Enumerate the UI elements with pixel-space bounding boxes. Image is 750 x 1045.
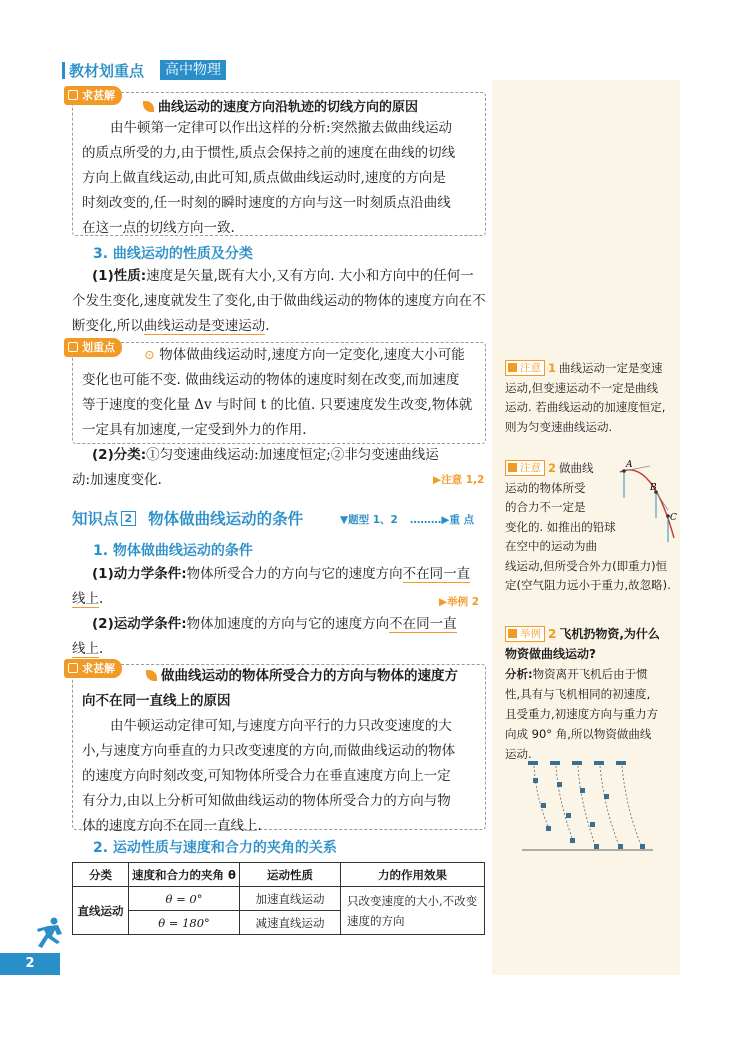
label: (1)动力学条件:	[92, 566, 187, 582]
note-reference[interactable]: ▶注意 1,2	[433, 474, 485, 486]
table-cell-nature: 加速直线运动	[240, 887, 341, 911]
text-line: 的质点所受的力,由于惯性,质点会保持之前的速度在曲线的切线	[82, 145, 456, 161]
velocity-arrow	[656, 492, 668, 510]
text-line: 体的速度方向不在同一直线上.	[82, 818, 262, 834]
answer-line: 物资离开飞机后由于惯	[532, 667, 648, 681]
target-icon: ⊙	[144, 348, 155, 363]
sub-heading-1: 1. 物体做曲线运动的条件	[93, 543, 253, 559]
text: .	[99, 641, 104, 657]
table-cell-nature: 减速直线运动	[240, 911, 341, 935]
question-line: 飞机扔物资,为什么	[559, 627, 660, 641]
page-number: 2	[0, 953, 60, 975]
classification-paragraph	[72, 443, 487, 493]
underlined-text: 不在同一直	[402, 566, 471, 582]
plane-icon	[594, 761, 604, 765]
text-line: 由牛顿第一定律可以作出这样的分析:突然撤去做曲线运动	[110, 120, 453, 136]
text-line: 小,与速度方向垂直的力只改变速度的方向,而做曲线运动的物体	[82, 743, 456, 759]
explain-title-text: 曲线运动的速度方向沿轨迹的切线方向的原因	[158, 100, 419, 115]
underlined-text: 不在同一直	[389, 616, 457, 632]
note-1	[505, 359, 677, 437]
trajectory-diagram	[612, 458, 680, 544]
text: 断变化,所以	[72, 318, 144, 334]
note-1-tag	[505, 360, 545, 376]
text-line: 做曲线	[559, 461, 594, 475]
explain-tag-label: 求甚解	[82, 662, 115, 675]
text: 物体加速度的方向与它的速度方向	[186, 616, 390, 632]
text: 物体所受合力的方向与它的速度方向	[186, 566, 403, 582]
plane-icon	[550, 761, 560, 765]
kp-title: 物体做曲线运动的条件	[148, 510, 304, 528]
explain-body-2	[82, 714, 482, 839]
answer-line: 性,具有与飞机相同的初速度,	[505, 687, 651, 701]
text-line: 则为匀变速曲线运动.	[505, 419, 613, 434]
text-line: 有分力,由以上分析可知做曲线运动的物体所受合力的方向与物	[82, 793, 451, 809]
key-point-body	[82, 343, 482, 443]
label: (2)分类:	[92, 447, 147, 463]
airdrop-diagram	[520, 758, 655, 856]
table-header: 分类	[73, 863, 129, 887]
answer-line: 且受重力,初速度方向与重力方	[505, 707, 659, 721]
header-subject: 高中物理	[160, 60, 226, 80]
sub-heading-2: 2. 运动性质与速度和合力的夹角的关系	[93, 840, 337, 856]
text-line: 速度是矢量,既有大小,又有方向. 大小和方向中的任何一	[146, 268, 474, 284]
highlight-icon	[68, 342, 78, 352]
text-line: 定(空气阻力远小于重力,故忽略).	[505, 578, 671, 592]
note-tag-label: 注意	[520, 362, 541, 374]
table-header: 速度和合力的夹角 θ	[129, 863, 240, 887]
example-number: 2	[548, 627, 557, 641]
explain-tag-1	[64, 86, 122, 105]
table-cell-effect: 只改变速度的大小,不改变速度的方向	[341, 887, 485, 935]
explain-title-text: 向不在同一直线上的原因	[82, 693, 231, 709]
table-cell-angle: θ = 0°	[129, 887, 240, 911]
text-line: 运动. 若曲线运动的加速度恒定,	[505, 400, 666, 414]
question-line: 物资做曲线运动?	[505, 647, 596, 661]
explain-title-1	[143, 96, 418, 115]
text-line: 在这一点的切线方向一致.	[82, 220, 235, 236]
text-line: 变化的. 如推出的铅球	[505, 519, 616, 534]
section3-paragraph	[72, 264, 487, 339]
kp-number: 2	[121, 511, 137, 526]
explain-title-2	[82, 664, 482, 714]
answer-label: 分析:	[505, 667, 533, 681]
key-label: 重 点	[449, 514, 475, 526]
search-icon	[68, 663, 78, 673]
note-number: 1	[548, 361, 557, 375]
text-line: 动:加速度变化.	[72, 472, 162, 488]
note-number: 2	[548, 461, 557, 475]
note-2-tag	[505, 460, 545, 476]
label-b: B	[650, 483, 657, 493]
label-c: C	[670, 513, 677, 523]
text-line: 等于速度的变化量 Δv 与时间 t 的比值. 只要速度发生改变,物体就	[82, 397, 473, 413]
header-brand: 教材划重点	[69, 62, 145, 80]
text-line: 时刻改变的,任一时刻的瞬时速度的方向与这一时刻质点沿曲线	[82, 195, 451, 211]
text-line: 的合力不一定是	[505, 500, 586, 514]
key-point-tag-label: 划重点	[82, 341, 115, 354]
table-cell-angle: θ = 180°	[129, 911, 240, 935]
label-a: A	[626, 460, 633, 470]
text-line: 个发生变化,速度就发生了变化,由于做曲线运动的物体的速度方向在不	[72, 293, 486, 309]
text-line: 变化也可能不变. 做曲线运动的物体的速度时刻在改变,而加速度	[82, 372, 460, 388]
question-type-link[interactable]: ▼题型 1、2	[340, 514, 398, 526]
text-line: 曲线运动一定是变速	[559, 361, 663, 375]
knowledge-point-heading	[72, 507, 303, 529]
text-line: 由牛顿运动定律可知,与速度方向平行的力只改变速度的大	[110, 718, 452, 734]
table-row	[73, 887, 485, 911]
section-heading-3: 3. 曲线运动的性质及分类	[93, 246, 253, 262]
example-tag-label: 举例	[520, 628, 541, 640]
note-tag-label: 注意	[520, 462, 541, 474]
label: (1)性质:	[92, 268, 147, 284]
underlined-text: 曲线运动是变速运动	[143, 318, 266, 334]
motion-table	[72, 862, 485, 935]
plane-icon	[572, 761, 582, 765]
plane-icon	[616, 761, 626, 765]
header-bar	[62, 62, 65, 79]
table-header-row	[73, 863, 485, 887]
text-line: 运动的物体所受	[505, 480, 586, 495]
note-icon	[508, 463, 517, 472]
text-line: ①匀变速曲线运动:加速度恒定;②非匀变速曲线运	[146, 447, 439, 463]
table-header: 力的作用效果	[341, 863, 485, 887]
text-line: 线运动,但所受合外力(即重力)恒	[505, 558, 668, 573]
answer-line: 向成 90° 角,所以物资做曲线	[505, 727, 652, 741]
text-line: 的速度方向时刻改变,可知物体所受合力在垂直速度方向上一定	[82, 768, 451, 784]
text-line: 在空中的运动为曲	[505, 539, 597, 553]
label: (2)运动学条件:	[92, 616, 187, 632]
text: .	[99, 591, 104, 607]
example-reference[interactable]: ▶举例 2	[439, 596, 480, 608]
example-icon	[508, 629, 517, 638]
text-line: 物体做曲线运动时,速度方向一定变化,速度大小可能	[159, 347, 465, 363]
search-icon	[68, 90, 78, 100]
text: .	[265, 318, 270, 334]
explain-body-1	[82, 116, 482, 241]
runner-icon	[30, 916, 72, 954]
leaf-icon	[143, 101, 154, 112]
trajectory-curve	[620, 470, 674, 538]
example-2	[505, 624, 680, 764]
example-tag	[505, 626, 545, 642]
text-line: 一定具有加速度,一定受到外力的作用.	[82, 422, 307, 438]
sub1-paragraph	[72, 562, 487, 662]
note-icon	[508, 363, 517, 372]
kp-label: 知识点	[72, 510, 119, 528]
answer-line: 运动.	[505, 747, 532, 761]
explain-tag-label: 求甚解	[82, 89, 115, 102]
explain-title-text: 做曲线运动的物体所受合力的方向与物体的速度方	[161, 668, 458, 684]
plane-icon	[528, 761, 538, 765]
table-cell-category: 直线运动	[73, 887, 129, 935]
kp-meta	[340, 512, 474, 527]
text-line: 运动,但变速运动不一定是曲线	[505, 380, 659, 395]
table-header: 运动性质	[240, 863, 341, 887]
underlined-text: 线上	[72, 641, 99, 657]
text-line: 方向上做直线运动,由此可知,质点做曲线运动时,速度的方向是	[82, 170, 446, 186]
underlined-text: 线上	[72, 591, 99, 607]
leaf-icon	[146, 670, 157, 681]
kp-dots: ………▶	[409, 514, 450, 526]
